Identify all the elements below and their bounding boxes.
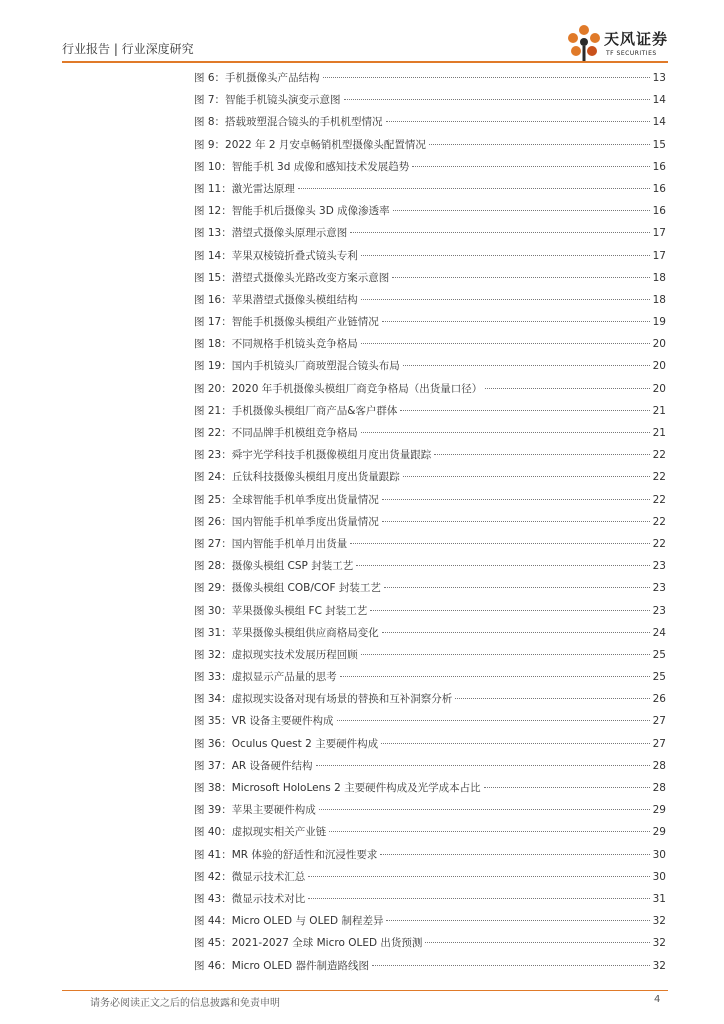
toc-entry[interactable] [194, 777, 666, 799]
toc-entry[interactable] [194, 134, 666, 156]
toc-entry-label: 图 27：国内智能手机单月出货量 [194, 537, 348, 550]
toc-leader-dots [381, 743, 650, 744]
header-title: 行业报告 | 行业深度研究 [62, 42, 194, 56]
toc-entry-label: 图 8：搭载玻塑混合镜头的手机机型情况 [194, 116, 383, 129]
logo-text-cn: 天风证券 [604, 30, 669, 48]
toc-entry-label: 图 14：苹果双棱镜折叠式镜头专利 [194, 249, 358, 262]
toc-entry[interactable] [194, 577, 666, 599]
toc-entry-label: 图 46：Micro OLED 器件制造路线图 [194, 959, 369, 972]
toc-entry-label: 图 20：2020 年手机摄像头模组厂商竞争格局（出货量口径） [194, 382, 483, 395]
toc-leader-dots [403, 365, 650, 366]
toc-entry-page: 30 [652, 848, 666, 861]
toc-entry[interactable] [194, 622, 666, 644]
flower-logo-icon [566, 24, 602, 64]
toc-entry-page: 22 [652, 471, 666, 484]
toc-entry-page: 21 [652, 404, 666, 417]
toc-entry-page: 16 [652, 182, 666, 195]
toc-entry[interactable] [194, 844, 666, 866]
toc-entry-page: 27 [652, 715, 666, 728]
figure-list [194, 67, 666, 977]
toc-entry-label: 图 39：苹果主要硬件构成 [194, 804, 316, 817]
toc-entry-page: 22 [652, 449, 666, 462]
toc-entry-label: 图 40：虚拟现实相关产业链 [194, 826, 327, 839]
toc-entry[interactable] [194, 378, 666, 400]
toc-entry-label: 图 32：虚拟现实技术发展历程回顾 [194, 648, 358, 661]
toc-entry-label: 图 7：智能手机镜头演变示意图 [194, 94, 341, 107]
toc-entry-label: 图 21：手机摄像头模组厂商产品&客户群体 [194, 404, 398, 417]
footer-disclaimer: 请务必阅读正文之后的信息披露和免责申明 [90, 998, 280, 1009]
toc-leader-dots [298, 188, 650, 189]
toc-entry-page: 16 [652, 160, 666, 173]
toc-entry-page: 29 [652, 804, 666, 817]
toc-leader-dots [455, 698, 649, 699]
toc-entry[interactable] [194, 555, 666, 577]
toc-entry-label: 图 44：Micro OLED 与 OLED 制程差异 [194, 915, 384, 928]
toc-entry[interactable] [194, 333, 666, 355]
toc-leader-dots [429, 144, 650, 145]
page-number: 4 [654, 994, 661, 1005]
toc-leader-dots [484, 787, 650, 788]
toc-entry-label: 图 15：潜望式摄像头光路改变方案示意图 [194, 271, 390, 284]
toc-entry-page: 17 [652, 249, 666, 262]
toc-leader-dots [350, 232, 649, 233]
toc-leader-dots [382, 632, 650, 633]
toc-entry-label: 图 11：激光雷达原理 [194, 182, 295, 195]
toc-entry-page: 16 [652, 205, 666, 218]
footer-divider [62, 990, 668, 991]
toc-entry-page: 22 [652, 493, 666, 506]
toc-entry-label: 图 23：舜宇光学科技手机摄像模组月度出货量跟踪 [194, 449, 432, 462]
toc-leader-dots [329, 831, 649, 832]
toc-entry[interactable] [194, 111, 666, 133]
toc-entry-page: 32 [652, 959, 666, 972]
toc-entry-page: 22 [652, 515, 666, 528]
toc-entry-page: 17 [652, 227, 666, 240]
toc-leader-dots [361, 432, 650, 433]
toc-entry-label: 图 16：苹果潜望式摄像头模组结构 [194, 293, 358, 306]
toc-leader-dots [344, 99, 650, 100]
toc-entry-label: 图 28：摄像头模组 CSP 封装工艺 [194, 560, 354, 573]
toc-entry[interactable] [194, 222, 666, 244]
toc-entry-label: 图 9：2022 年 2 月安卓畅销机型摄像头配置情况 [194, 138, 426, 151]
toc-leader-dots [340, 676, 650, 677]
toc-entry-label: 图 13：潜望式摄像头原理示意图 [194, 227, 348, 240]
toc-entry[interactable] [194, 600, 666, 622]
toc-entry[interactable] [194, 466, 666, 488]
toc-entry-page: 20 [652, 338, 666, 351]
toc-entry-page: 27 [652, 737, 666, 750]
toc-leader-dots [382, 499, 650, 500]
toc-leader-dots [380, 854, 649, 855]
toc-entry[interactable] [194, 89, 666, 111]
toc-entry[interactable] [194, 821, 666, 843]
toc-leader-dots [386, 121, 650, 122]
toc-entry[interactable] [194, 666, 666, 688]
toc-entry-label: 图 37：AR 设备硬件结构 [194, 759, 313, 772]
toc-entry[interactable] [194, 688, 666, 710]
toc-entry[interactable] [194, 67, 666, 89]
toc-entry-page: 30 [652, 870, 666, 883]
toc-leader-dots [350, 543, 649, 544]
toc-entry[interactable] [194, 156, 666, 178]
toc-leader-dots [337, 720, 650, 721]
toc-entry-page: 24 [652, 626, 666, 639]
toc-entry[interactable] [194, 932, 666, 954]
toc-leader-dots [382, 321, 650, 322]
toc-entry[interactable] [194, 888, 666, 910]
toc-entry-page: 21 [652, 427, 666, 439]
toc-entry-label: 图 22：不同品牌手机模组竞争格局 [194, 427, 358, 439]
toc-entry-label: 图 34：虚拟现实设备对现有场景的替换和互补洞察分析 [194, 693, 453, 706]
toc-entry-page: 26 [652, 693, 666, 706]
toc-entry[interactable] [194, 910, 666, 932]
toc-entry-label: 图 41：MR 体验的舒适性和沉浸性要求 [194, 848, 378, 861]
toc-entry-page: 20 [652, 382, 666, 395]
toc-leader-dots [412, 166, 649, 167]
toc-leader-dots [384, 587, 650, 588]
toc-leader-dots [372, 965, 650, 966]
toc-leader-dots [319, 809, 650, 810]
toc-leader-dots [356, 565, 649, 566]
toc-leader-dots [370, 610, 649, 611]
toc-entry-label: 图 10：智能手机 3d 成像和感知技术发展趋势 [194, 160, 410, 173]
toc-entry-label: 图 17：智能手机摄像头模组产业链情况 [194, 316, 379, 329]
toc-leader-dots [323, 77, 650, 78]
toc-entry-page: 25 [652, 671, 666, 684]
toc-entry[interactable] [194, 289, 666, 311]
toc-entry[interactable] [194, 733, 666, 755]
toc-entry-label: 图 42：微显示技术汇总 [194, 870, 306, 883]
toc-entry-page: 13 [652, 72, 666, 84]
toc-entry-label: 图 38：Microsoft HoloLens 2 主要硬件构成及光学成本占比 [194, 782, 481, 794]
toc-entry-label: 图 25：全球智能手机单季度出货量情况 [194, 493, 379, 506]
toc-leader-dots [425, 942, 649, 943]
toc-leader-dots [361, 299, 650, 300]
toc-entry-page: 18 [652, 293, 666, 306]
header-divider [62, 61, 668, 63]
toc-entry-label: 图 45：2021-2027 全球 Micro OLED 出货预测 [194, 937, 423, 950]
toc-entry-label: 图 30：苹果摄像头模组 FC 封装工艺 [194, 604, 368, 617]
toc-entry-page: 23 [652, 582, 666, 595]
toc-entry[interactable] [194, 755, 666, 777]
toc-leader-dots [434, 454, 649, 455]
toc-entry-page: 19 [652, 316, 666, 329]
toc-entry[interactable] [194, 311, 666, 333]
toc-leader-dots [361, 654, 650, 655]
toc-entry-page: 32 [652, 937, 666, 950]
toc-entry[interactable] [194, 355, 666, 377]
toc-entry-label: 图 12：智能手机后摄像头 3D 成像渗透率 [194, 205, 390, 218]
toc-leader-dots [361, 255, 650, 256]
logo-text-en: TF SECURITIES [606, 50, 657, 57]
toc-leader-dots [361, 343, 650, 344]
toc-leader-dots [403, 476, 650, 477]
toc-entry-label: 图 29：摄像头模组 COB/COF 封装工艺 [194, 582, 381, 595]
toc-entry-label: 图 26：国内智能手机单季度出货量情况 [194, 515, 379, 528]
toc-entry[interactable] [194, 489, 666, 511]
toc-leader-dots [308, 876, 649, 877]
toc-entry[interactable] [194, 245, 666, 267]
toc-entry-page: 18 [652, 271, 666, 284]
toc-entry[interactable] [194, 710, 666, 732]
toc-entry[interactable] [194, 444, 666, 466]
toc-entry[interactable] [194, 200, 666, 222]
toc-entry-label: 图 24：丘钛科技摄像头模组月度出货量跟踪 [194, 471, 400, 484]
toc-leader-dots [316, 765, 650, 766]
toc-entry-page: 14 [652, 94, 666, 107]
toc-leader-dots [485, 388, 649, 389]
toc-entry[interactable] [194, 799, 666, 821]
toc-entry-page: 23 [652, 560, 666, 573]
toc-entry-label: 图 6：手机摄像头产品结构 [194, 72, 320, 84]
toc-entry[interactable] [194, 955, 666, 977]
toc-entry[interactable] [194, 511, 666, 533]
toc-leader-dots [386, 920, 649, 921]
toc-entry[interactable] [194, 533, 666, 555]
toc-entry-page: 14 [652, 116, 666, 129]
toc-entry[interactable] [194, 400, 666, 422]
toc-entry-page: 29 [652, 826, 666, 839]
toc-entry-page: 31 [652, 892, 666, 905]
toc-entry-page: 25 [652, 648, 666, 661]
toc-entry-label: 图 36：Oculus Quest 2 主要硬件构成 [194, 737, 379, 750]
toc-entry-page: 22 [652, 537, 666, 550]
toc-entry-label: 图 33：虚拟显示产品量的思考 [194, 671, 337, 684]
toc-leader-dots [382, 521, 650, 522]
toc-entry[interactable] [194, 866, 666, 888]
toc-entry-label: 图 35：VR 设备主要硬件构成 [194, 715, 334, 728]
toc-leader-dots [393, 210, 650, 211]
toc-entry-page: 15 [652, 138, 666, 151]
toc-leader-dots [400, 410, 649, 411]
toc-entry[interactable] [194, 178, 666, 200]
toc-entry[interactable] [194, 422, 666, 444]
toc-leader-dots [392, 277, 649, 278]
toc-entry[interactable] [194, 267, 666, 289]
toc-entry-label: 图 43：微显示技术对比 [194, 892, 306, 905]
toc-entry-page: 28 [652, 782, 666, 794]
toc-entry-page: 32 [652, 915, 666, 928]
toc-entry-page: 28 [652, 759, 666, 772]
toc-entry-label: 图 31：苹果摄像头模组供应商格局变化 [194, 626, 379, 639]
toc-entry-label: 图 18：不同规格手机镜头竞争格局 [194, 338, 358, 351]
toc-entry[interactable] [194, 644, 666, 666]
toc-entry-page: 23 [652, 604, 666, 617]
toc-entry-label: 图 19：国内手机镜头厂商玻塑混合镜头布局 [194, 360, 400, 373]
toc-entry-page: 20 [652, 360, 666, 373]
toc-leader-dots [308, 898, 649, 899]
